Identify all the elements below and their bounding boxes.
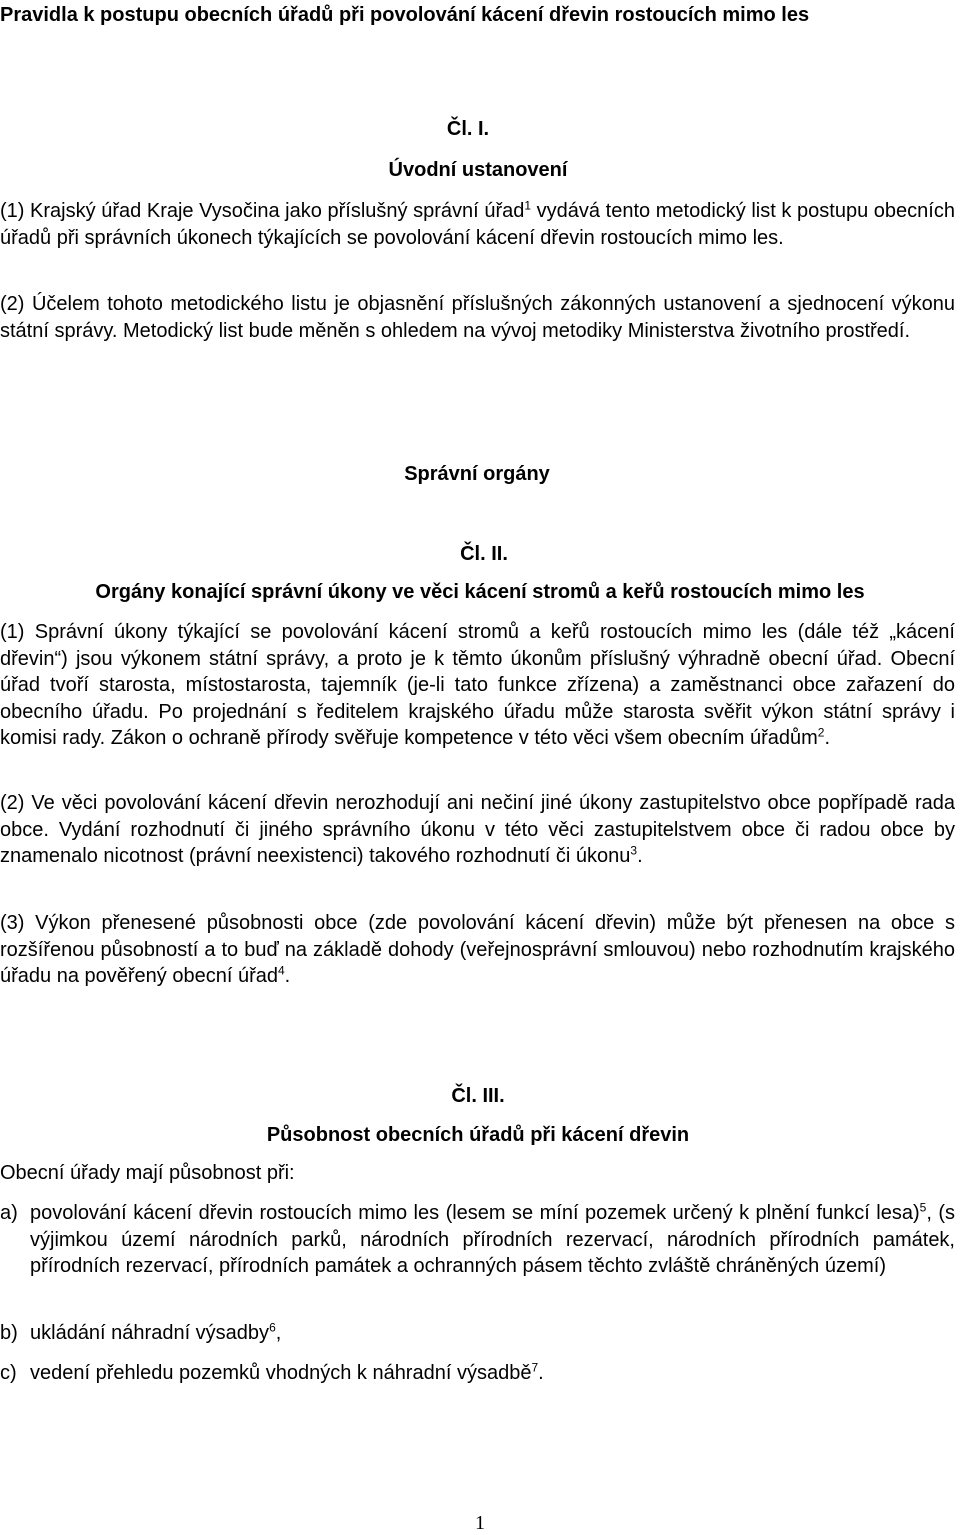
article-1-number: Čl. I.: [446, 118, 490, 140]
section-heading: Správní orgány: [404, 463, 550, 485]
list-item-b: b) ukládání náhradní výsadby$^6$,: [0, 1320, 955, 1347]
footnote-ref-2: 2: [817, 725, 825, 740]
article-1-paragraph-1: (1) Krajský úřad Kraje Vysočina jako příslušný správní úřad$^1$ vydává tento metodický list k postupu obecních úřadů při správních úkonech týkajících se povolování kácení dřevin rostoucích mimo les.: [0, 198, 955, 249]
list-label-c: c): [0, 1362, 17, 1384]
footnote-ref-3: 3: [630, 843, 638, 858]
footnote-ref-5: 5: [919, 1200, 927, 1215]
article-2-paragraph-1: (1) Správní úkony týkající se povolování kácení stromů a keřů rostoucích mimo les (dále též „kácení dřevin“) jsou výkonem státní správy, a proto je k těmto úkonům příslušný výhradně obecní úřad. Obecní úřad tvoří starosta, místostarosta, tajemník (je-li tato funkce zřízena) a zaměstnanci obce zařazení do obecního úřadu. Po projednání s ředitelem krajského úřadu může starosta svěřit výkon státní správy i komisi rady. Zákon o ochraně přírody svěřuje kompetence v této věci všem obecním úřadům$^2$.: [0, 621, 955, 749]
article-3-heading: Působnost obecních úřadů při kácení dřevin: [266, 1124, 690, 1146]
article-2-paragraph-3: (3) Výkon přenesené působnosti obce (zde povolování kácení dřevin) může být přenesen na obce s rozšířenou působností a to buď na základě dohody (veřejnosprávní smlouvou) nebo rozhodnutím krajského úřadu na pověřený obecní úřad$^4$.: [0, 912, 955, 987]
article-2-number: Čl. II.: [460, 543, 508, 565]
document-title: Pravidla k postupu obecních úřadů při povolování kácení dřevin rostoucích mimo les: [0, 4, 810, 26]
footnote-ref-7: 7: [531, 1360, 539, 1375]
footnote-ref-6: 6: [269, 1320, 276, 1335]
list-item-c: c) vedení přehledu pozemků vhodných k náhradní výsadbě$^7$.: [0, 1360, 955, 1387]
article-2-paragraph-2: (2) Ve věci povolování kácení dřevin nerozhodují ani nečiní jiné úkony zastupitelstvo obce popřípadě rada obce. Vydání rozhodnutí či jiného správního úkonu v této věci zastupitelstvem obce či radou obce by znamenalo nicotnost (právní neexistenci) takového rozhodnutí či úkonu$^3$.: [0, 792, 955, 867]
footnote-ref-4: 4: [277, 963, 285, 978]
list-label-a: a): [0, 1202, 18, 1224]
article-1-paragraph-2: (2) Účelem tohoto metodického listu je objasnění příslušných zákonných ustanovení a sjednocení výkonu státní správy. Metodický list bude měněn s ohledem na vývoj metodiky Ministerstva životního prostředí.: [0, 293, 955, 342]
list-label-b: b): [0, 1322, 18, 1344]
article-3-intro: Obecní úřady mají působnost při:: [0, 1162, 295, 1184]
list-item-a: a) povolování kácení dřevin rostoucích mimo les (lesem se míní pozemek určený k plnění funkcí lesa)$^5$, (s výjimkou území národních parků, národních přírodních rezervací, národních přírodních památek, přírodních rezervací, přírodních památek a ochranných pásem těchto zvláště chráněných území): [0, 1200, 955, 1277]
page-number: 1: [475, 1512, 485, 1534]
footnote-ref-1: 1: [524, 198, 532, 213]
article-2-heading: Orgány konající správní úkony ve věci kácení stromů a keřů rostoucích mimo les: [95, 581, 865, 603]
article-1-heading: Úvodní ustanovení: [388, 159, 568, 181]
article-3-number: Čl. III.: [451, 1085, 505, 1107]
